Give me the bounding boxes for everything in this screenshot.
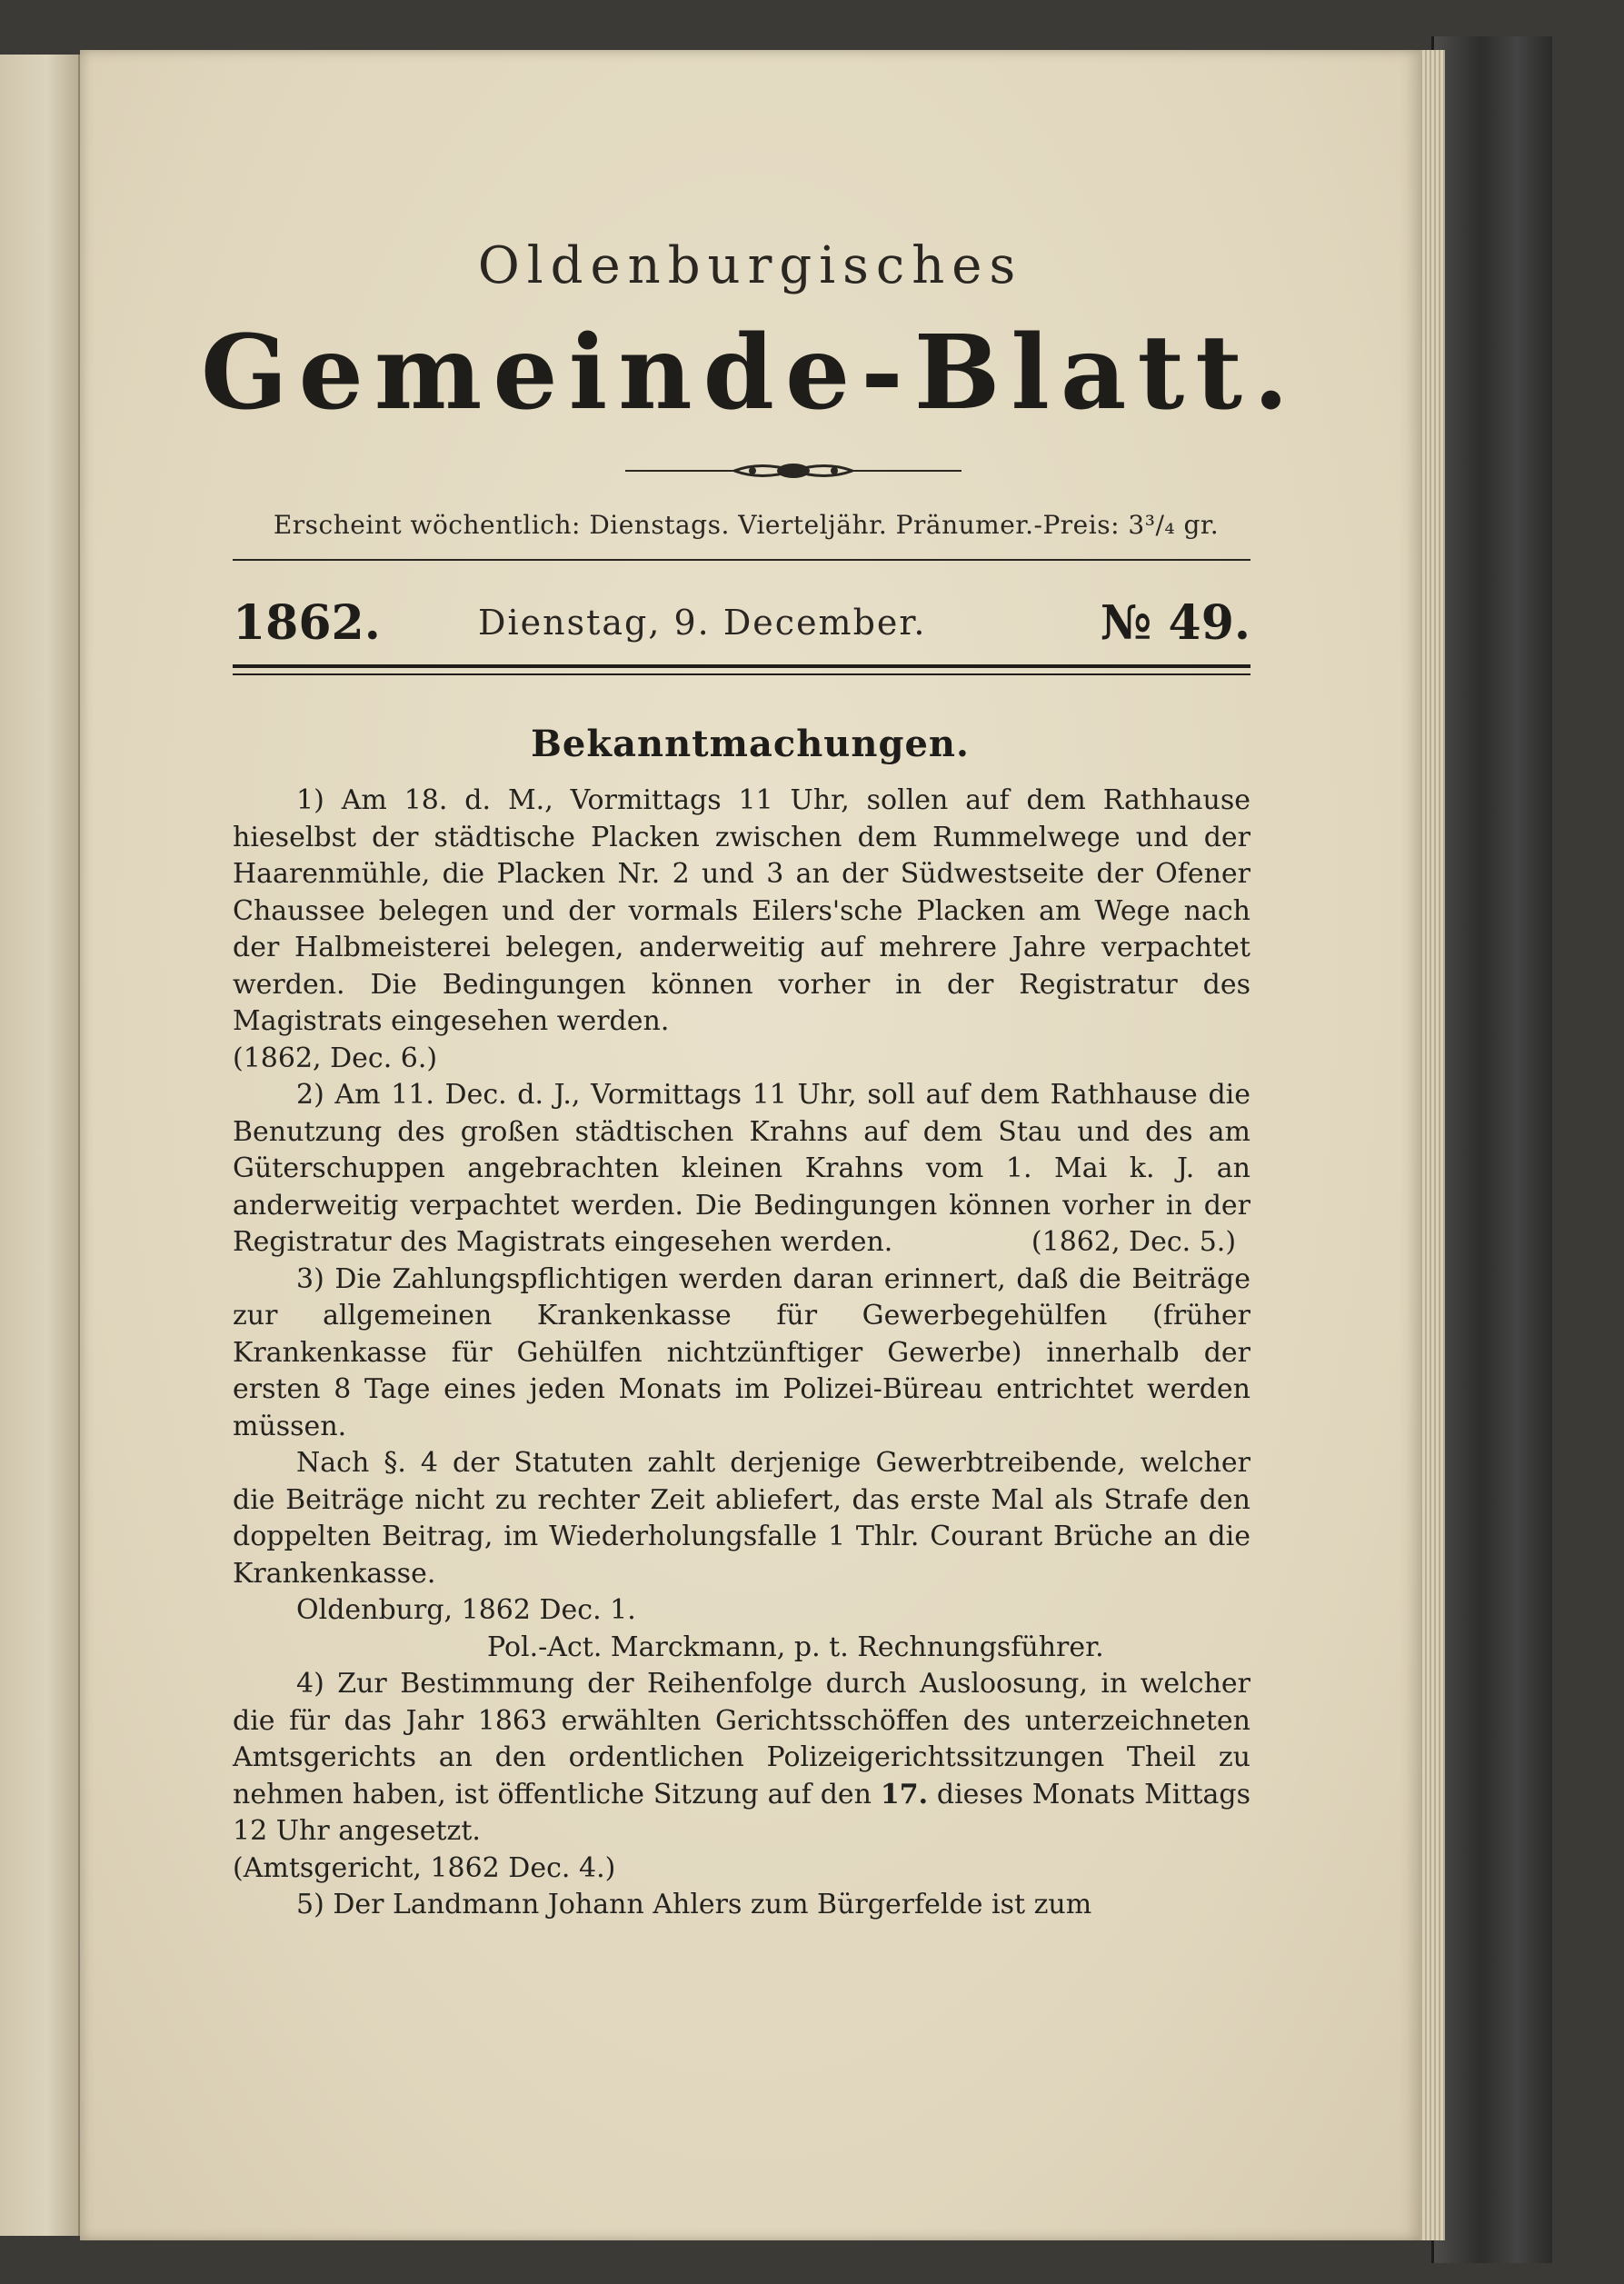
notice-3-signature: Pol.-Act. Marckmann, p. t. Rechnungsführer. xyxy=(487,1631,1104,1663)
issue-number: № 49. xyxy=(1100,595,1250,651)
subscription-line: Erscheint wöchentlich: Dienstags. Vierteljähr. Pränumer.-Preis: 3³/₄ gr. xyxy=(273,510,1220,540)
notice-4-text-a: 4) Zur Bestimmung der Reihenfolge durch Ausloosung, in welcher die für das Jahr 1863 erwählten Gerichtsschöffen des unterzeichneten Amtsgerichts an den ordentlichen Polizeigerichtssitzungen Theil zu nehmen haben, ist öffentliche Sitzung auf den xyxy=(233,1668,1250,1810)
notice-1-ref: (1862, Dec. 6.) xyxy=(233,1042,438,1074)
notice-3-place-date: Oldenburg, 1862 Dec. 1. xyxy=(296,1594,636,1626)
ornament-divider xyxy=(625,457,961,484)
issue-date: Dienstag, 9. December. xyxy=(478,603,927,643)
notices-body xyxy=(233,783,1260,1924)
rule-thin xyxy=(233,559,1250,561)
notice-5: 5) Der Landmann Johann Ahlers zum Bürgerfelde ist zum xyxy=(296,1889,1092,1920)
previous-page-edge xyxy=(0,55,80,2236)
dateline xyxy=(233,595,1250,650)
notice-2: 2) Am 11. Dec. d. J., Vormittags 11 Uhr, soll auf dem Rathhause die Benutzung des großen städtischen Krahns auf dem Stau und des am Güterschuppen angebrachten kleinen Krahns vom 1. Mai k. J. an anderweitig verpachtet werden. Die Bedingungen können vorher in der Registratur des Magistrats eingesehen werden. (1862, Dec. 5.) xyxy=(233,1079,1260,1258)
masthead-line1: Oldenburgisches xyxy=(477,236,1023,295)
notice-4-text-b: dieses Monats Mittags 12 Uhr angesetzt. xyxy=(233,1778,1250,1847)
notice-4-bold-date: 17. xyxy=(880,1778,929,1810)
notice-1: 1) Am 18. d. M., Vormittags 11 Uhr, sollen auf dem Rathhause hieselbst der städtische Placken zwischen dem Rummelwege und der Haarenmühle, die Placken Nr. 2 und 3 an der Südwestseite der Ofener Chaussee belegen und der vormals Eilers'sche Placken am Wege nach der Halbmeisterei belegen, anderweitig auf mehrere Jahre verpachtet werden. Die Bedingungen können vorher in der Registratur des Magistrats eingesehen werden. xyxy=(233,784,1250,1037)
masthead-title: Gemeinde-Blatt. xyxy=(201,314,1300,433)
book-cover-edge xyxy=(1431,36,1552,2263)
notice-4 xyxy=(233,1666,1250,1850)
notice-3: 3) Die Zahlungspflichtigen werden daran erinnert, daß die Beiträge zur allgemeinen Krankenkasse für Gewerbegehülfen (früher Krankenkasse für Gehülfen nichtzünftiger Gewerbe) innerhalb der ersten 8 Tage eines jeden Monats im Polizei-Büreau entrichtet werden müssen. xyxy=(233,1262,1250,1442)
notice-3-continued: Nach §. 4 der Statuten zahlt derjenige Gewerbtreibende, welcher die Beiträge nicht zu rechter Zeit abliefert, das erste Mal als Strafe den doppelten Beitrag, im Wiederholungsfalle 1 Thlr. Courant Brüche an die Krankenkasse. xyxy=(233,1447,1250,1590)
rule-double xyxy=(233,664,1250,675)
section-title: Bekanntmachungen. xyxy=(531,723,970,765)
issue-year: 1862. xyxy=(233,595,381,651)
notice-4-ref: (Amtsgericht, 1862 Dec. 4.) xyxy=(233,1851,616,1884)
newspaper-page xyxy=(80,50,1420,2240)
